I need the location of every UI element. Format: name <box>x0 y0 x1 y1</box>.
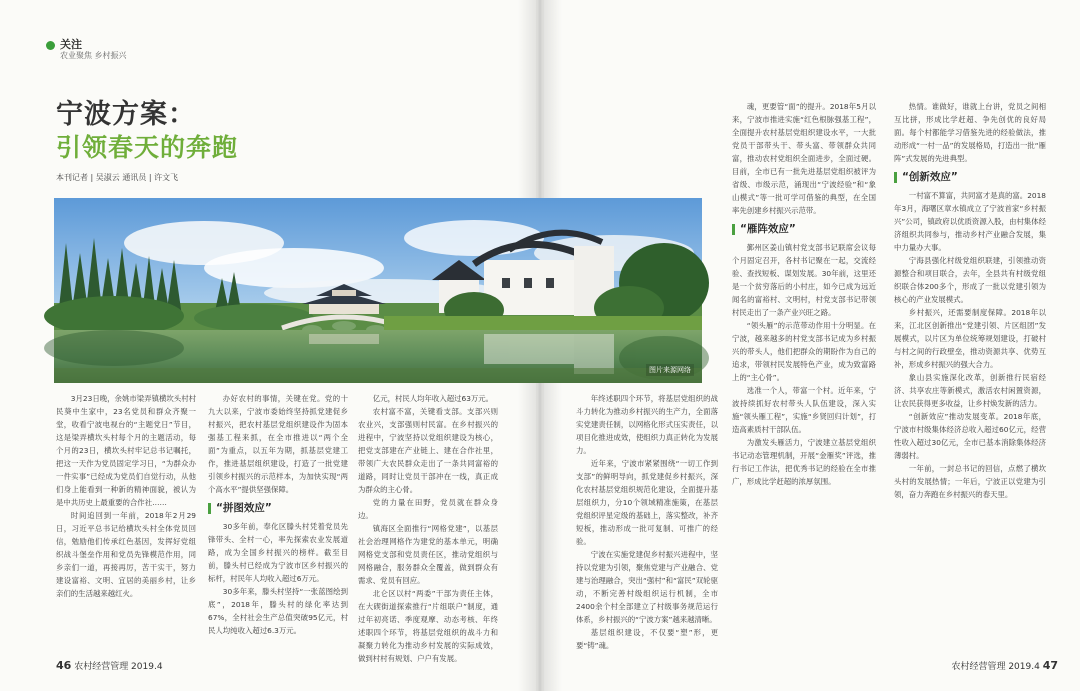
body-paragraph: 镇海区全面推行“网格党建”，以基层社会治理网格作为建党的基本单元，明确网格党支部和党员责任区，推动党组织与网格融合，服务群众全覆盖，做到群众有需求、党员有回应。 <box>358 524 498 585</box>
footer-right <box>951 659 1058 672</box>
body-paragraph: 党的力量在田野，党员就在群众身边。 <box>358 498 498 520</box>
section-heading <box>894 171 1046 184</box>
body-paragraph: 鄞州区姜山镇村党支部书记联席会议每个月固定召开，各村书记聚在一起，交流经验、查找短板、谋划发展。30年前，这里还是一个贫穷落后的小村庄，如今已成为远近闻名的富裕村、文明村，村党支部书记带领村民走出了一条产业兴旺之路。 <box>732 243 876 317</box>
column-tag <box>60 38 127 61</box>
body-paragraph: 时间追回到一年前，2018年2月29日，习近平总书记给横坎头村全体党员回信，勉励他们传承红色基因，发挥好党组织战斗堡垒作用和党员先锋模范作用，同乡亲们一道，再接再厉，苦干实干，努力建设富裕、文明、宜居的美丽乡村，让乡亲们的生活越来越红火。 <box>56 511 196 598</box>
text-column-5 <box>732 100 876 654</box>
text-column-4 <box>576 392 718 654</box>
body-paragraph: 30多年前，奉化区滕头村凭着党员先锋带头、全村一心，率先探索农业发展道路，成为全国乡村振兴的榜样。截至目前，滕头村已经成为宁波市区乡村振兴的标杆，村民年人均收入超过6万元。 <box>208 522 348 583</box>
landscape-illustration <box>54 198 702 383</box>
body-paragraph: 宁海县强化村级党组织联建，引领推动资源整合和项目联合，去年，全县共有村级党组织联合体200多个，形成了一批以党建引领为核心的产业发展模式。 <box>894 256 1046 304</box>
text-column-2 <box>208 392 348 654</box>
section-heading <box>208 502 348 515</box>
heading-bar-icon <box>894 172 897 183</box>
body-paragraph: 办好农村的事情，关键在党。党的十九大以来，宁波市委始终坚持抓党建促乡村振兴，把农村基层党组织建设作为固本强基工程来抓，在全市推进以“两个全面”为重点，以五年为期，抓基层党建工作，推进基层组织建设，打造了一批党建引领乡村振兴的示范样本，为加快实现“两个高水平”提供坚强保障。 <box>208 394 348 494</box>
body-paragraph: 象山县实施深化改革，创新推行民宿经济、共享农庄等新模式，激活农村闲置资源，让农民获得更多收益，让乡村焕发新的活力。 <box>894 373 1046 408</box>
body-paragraph: 3月23日晚，余姚市梁弄镇横坎头村村民葵中生家中，23名党员和群众齐聚一堂，收看宁波电视台的“主题党日”节目，这是梁弄横坎头村每个月的主题活动，每个月的23日，横坎头村牢记总书记嘱托，把这一天作为党员固定学习日，“为群众办一件实事”已经成为党员们自觉行动，从他们身上能看到一种新的精神面貌，被认为是中共历史上最重要的合作社…… <box>56 394 196 507</box>
photo-caption: 图片来源网络 <box>646 364 694 376</box>
heading-bar-icon <box>732 224 735 235</box>
text-column-3 <box>358 392 498 663</box>
page-number-right: 47 <box>1042 659 1058 672</box>
body-paragraph: 一年前，一封总书记的回信，点燃了横坎头村的发展热情；一年后，宁波正以党建为引领，奋力奔跑在乡村振兴的春天里。 <box>894 464 1046 499</box>
magazine-name-right: 农村经营管理 2019.4 <box>951 662 1040 672</box>
article-title-line2: 引领春天的奔跑 <box>56 133 239 162</box>
magazine-name-left: 农村经营管理 2019.4 <box>74 662 163 672</box>
body-paragraph: 近年来，宁波市紧紧围绕“一切工作到支部”的鲜明导向，抓党建促乡村振兴，深化农村基层党组织规范化建设，全面提升基层组织力，分10个领域精准施策，在基层党组织评星定级的基础上，落实整改，补齐短板，推动形成一批可复制、可推广的经验。 <box>576 459 718 546</box>
body-paragraph: 年终述职四个环节，将基层党组织的战斗力转化为推动乡村振兴的生产力，全面落实党建责任制，以网格化形式压实责任，以项目化推进成效，使组织力真正转化为发展力。 <box>576 394 718 455</box>
body-paragraph: “创新效应”推动发展变革。2018年底，宁波市村级集体经济总收入超过60亿元，经营性收入超过30亿元，全市已基本消除集体经济薄弱村。 <box>894 412 1046 460</box>
text-column-6 <box>894 100 1046 654</box>
footer-left <box>56 659 163 672</box>
article-title-line1: 宁波方案： <box>56 99 196 130</box>
page-number-left: 46 <box>56 659 72 672</box>
body-paragraph: 亿元，村民人均年收入超过63万元。 <box>372 394 494 403</box>
section-heading-text: “雁阵效应” <box>740 223 796 235</box>
heading-bar-icon <box>208 503 211 514</box>
green-dot-icon <box>46 41 55 50</box>
body-paragraph: 选准一个人，带富一个村。近年来，宁波持续抓好农村带头人队伍建设，深入实施“领头雁工程”，实施“乡贤回归计划”，打造高素质村干部队伍。 <box>732 386 876 434</box>
column-tag-sub: 农业聚焦 乡村振兴 <box>60 51 127 60</box>
section-heading-text: “创新效应” <box>902 171 958 183</box>
body-paragraph: 热情。谁做好，谁就上台讲，党员之间相互比拼，形成比学赶超、争先创优的良好局面。每个村都能学习借鉴先进的经验做法，推动形成“一村一品”的发展格局，打造出一批“雁阵”式发展的先进典型。 <box>894 102 1046 163</box>
body-paragraph: 魂，更要管“面”的提升。2018年5月以来，宁波市推进实施“红色根脉强基工程”，全面提升农村基层党组织建设水平，一大批党员干部带头干、带头富、带领群众共同富，推动农村党组织全面进步，全面过硬。目前，全市已有一批先进基层党组织被评为省级、市级示范，涌现出“宁波经验”和“象山模式”等一批可学可借鉴的典型，在全国率先创建乡村振兴示范带。 <box>732 102 876 215</box>
lake-landscape-photo <box>54 198 702 383</box>
body-paragraph: 一村富不算富，共同富才是真的富。2018年3月，海曙区章水镇成立了宁波首家“乡村振兴”公司，镇政府以优质资源入股，由村集体经济组织共同参与，推动乡村产业融合发展，集中力量办大事。 <box>894 191 1046 252</box>
column-tag-label: 关注 <box>60 38 82 51</box>
body-paragraph: 农村富不富，关键看支部。支部兴则农业兴，支部强则村民富。在乡村振兴的进程中，宁波坚持以党组织建设为核心，把党支部建在产业链上、建在合作社里，带领广大农民群众走出了一条共同富裕的道路，同时让党员干部冲在一线，真正成为群众的主心骨。 <box>358 407 498 494</box>
body-paragraph: 为激发头雁活力，宁波建立基层党组织书记动态管理机制，开展“金雁奖”评选，推行书记工作法，把优秀书记的经验在全市推广，形成比学赶超的浓厚氛围。 <box>732 438 876 486</box>
section-heading-text: “拼图效应” <box>216 502 272 514</box>
body-paragraph: 北仑区以村“两委”干部为责任主体，在大碶街道探索推行“片组联户”制度，通过年初亮诺、季度观摩、动态考核、年终述职四个环节，将基层党组织的战斗力和凝聚力转化为推动乡村发展的实际成效，做到村村有规划、户户有发展。 <box>358 589 498 663</box>
body-paragraph: 宁波在实施党建促乡村振兴进程中，坚持以党建为引领，聚焦党建与产业融合、党建与治理融合，突出“强村”和“富民”双轮驱动，不断完善村级组织运行机制，全市2400余个村全部建立了村级事务规范运行体系，乡村振兴的“宁波方案”越来越清晰。 <box>576 550 718 624</box>
text-column-1 <box>56 392 196 654</box>
section-heading <box>732 223 876 236</box>
body-paragraph: 基层组织建设，不仅要“塑”形，更要“铸”魂。 <box>576 628 718 650</box>
body-paragraph: 30多年来，滕头村坚持“一张蓝图绘到底”，2018年，滕头村的绿化率达到67%，全村社会生产总值突破95亿元，村民人均纯收入超过6.3万元。 <box>208 587 348 635</box>
body-paragraph: 乡村振兴，还需要制度保障。2018年以来，江北区创新推出“党建引领、片区组团”发展模式，以片区为单位统筹规划建设，打破村与村之间的行政壁垒，推动资源共享、优势互补，形成乡村振兴的强大合力。 <box>894 308 1046 369</box>
byline: 本刊记者 | 吴淑云 通讯员 | 许文飞 <box>56 173 179 182</box>
body-paragraph: “领头雁”的示范带动作用十分明显。在宁波，越来越多的村党支部书记成为乡村振兴的带头人，他们把群众的期盼作为自己的追求，带领村民发展特色产业，成为致富路上的“主心骨”。 <box>732 321 876 382</box>
